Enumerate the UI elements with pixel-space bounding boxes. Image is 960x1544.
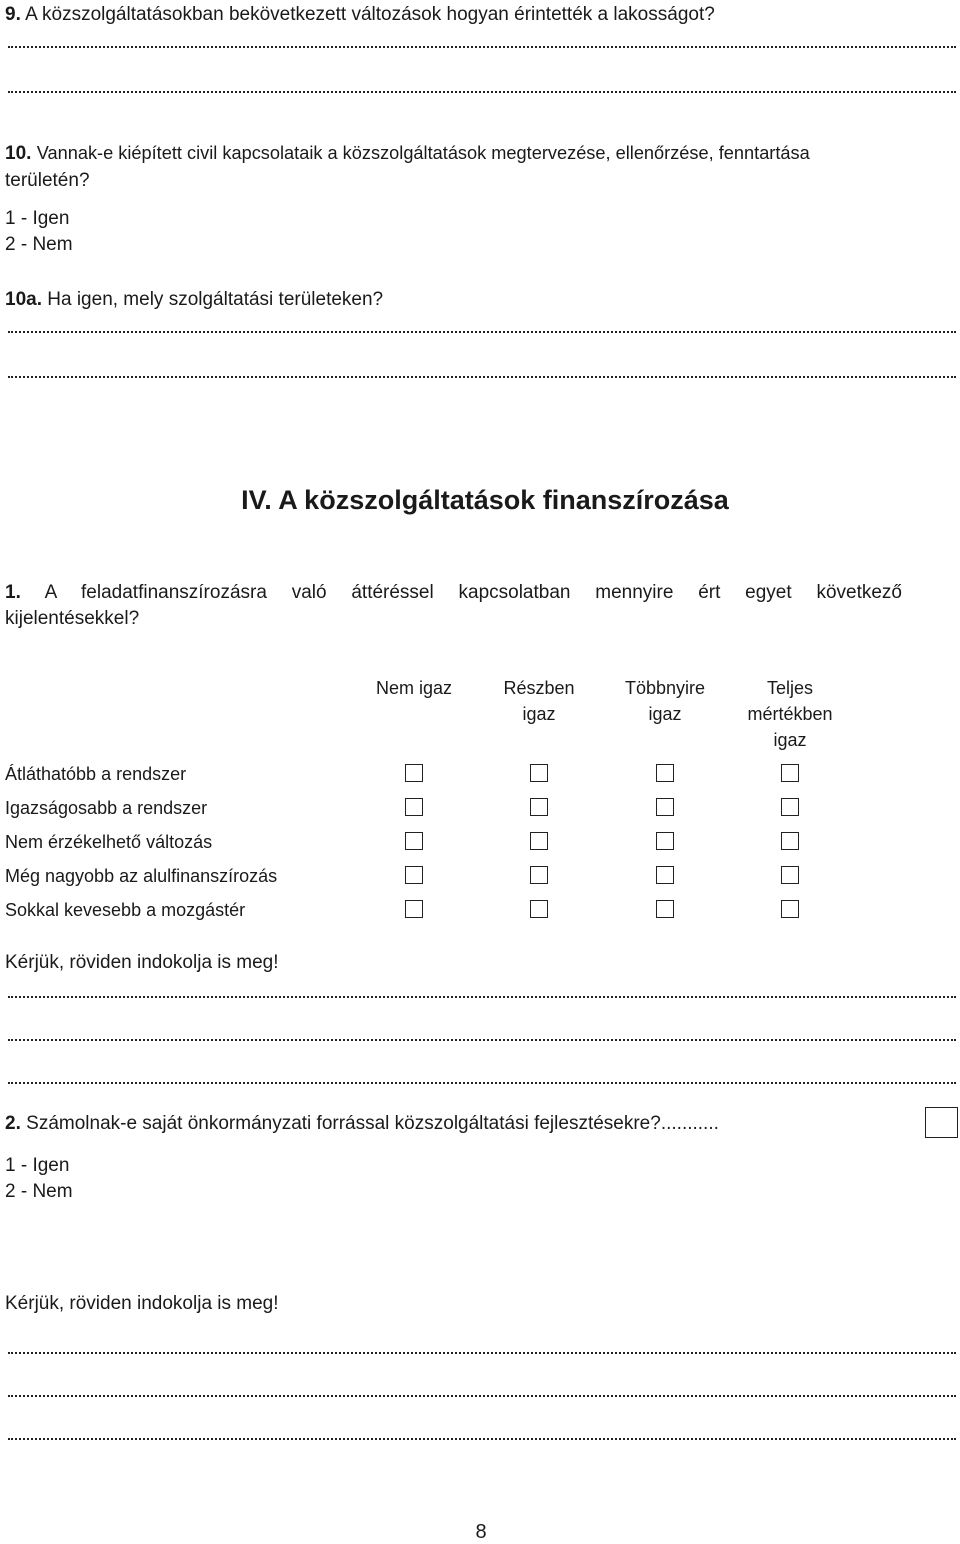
checkbox-row3-partly-true[interactable]	[530, 832, 548, 850]
question-10-text-line1: Vannak-e kiépített civil kapcsolataik a közszolgáltatások megtervezése, ellenőrzése, fenntartása	[36, 143, 810, 163]
answer-line[interactable]	[8, 325, 956, 333]
column-header-not-true	[354, 675, 474, 701]
column-header-line: Többnyire	[624, 678, 706, 698]
checkbox-row5-fully-true[interactable]	[781, 900, 799, 918]
column-header-line: Teljes	[766, 678, 814, 698]
answer-line[interactable]	[8, 370, 956, 378]
statement-row-label: Nem érzékelhető változás	[5, 832, 213, 852]
checkbox-row4-mostly-true[interactable]	[656, 866, 674, 884]
statement-row-label: Igazságosabb a rendszer	[5, 798, 208, 818]
section-question-2	[5, 1111, 719, 1137]
checkbox-row3-fully-true[interactable]	[781, 832, 799, 850]
answer-line[interactable]	[8, 1033, 956, 1041]
checkbox-row2-fully-true[interactable]	[781, 798, 799, 816]
question-10-text-line2: területén?	[5, 170, 90, 191]
answer-line[interactable]	[8, 1346, 956, 1354]
section-question-2-trailing-dots: ...........	[660, 1113, 719, 1134]
column-header-line: mértékben	[747, 704, 833, 724]
question-10-number: 10.	[5, 143, 32, 164]
section-question-2-text: Számolnak-e saját önkormányzati forrással közszolgáltatási fejlesztésekre?	[26, 1113, 661, 1134]
section-question-2-number: 2.	[5, 1113, 21, 1134]
answer-line[interactable]	[8, 40, 956, 48]
checkbox-row2-not-true[interactable]	[405, 798, 423, 816]
statement-row-label: Átláthatóbb a rendszer	[5, 764, 187, 784]
answer-code-box[interactable]	[925, 1107, 958, 1138]
section-question-1	[5, 580, 902, 606]
justify-prompt: Kérjük, röviden indokolja is meg!	[5, 952, 279, 973]
column-header-line: igaz	[773, 730, 807, 750]
justify-prompt: Kérjük, röviden indokolja is meg!	[5, 1293, 279, 1314]
question-10	[5, 140, 810, 167]
answer-line[interactable]	[8, 1076, 956, 1084]
checkbox-row5-mostly-true[interactable]	[656, 900, 674, 918]
checkbox-row4-fully-true[interactable]	[781, 866, 799, 884]
checkbox-row2-mostly-true[interactable]	[656, 798, 674, 816]
question-9-number: 9.	[5, 4, 21, 25]
column-header-mostly-true	[605, 675, 725, 727]
section-question-1-number: 1.	[5, 582, 21, 603]
section-question-1-text-line2: kijelentésekkel?	[5, 608, 140, 629]
column-header-line: Részben	[503, 678, 575, 698]
section-question-2-option-yes: 1 - Igen	[5, 1155, 70, 1176]
column-header-fully-true	[730, 675, 850, 753]
checkbox-row1-not-true[interactable]	[405, 764, 423, 782]
statement-row-label: Még nagyobb az alulfinanszírozás	[5, 866, 278, 886]
page-number: 8	[475, 1521, 487, 1543]
question-9	[5, 2, 715, 28]
section-title: IV. A közszolgáltatások finanszírozása	[241, 485, 729, 515]
checkbox-row4-partly-true[interactable]	[530, 866, 548, 884]
checkbox-row5-partly-true[interactable]	[530, 900, 548, 918]
checkbox-row1-fully-true[interactable]	[781, 764, 799, 782]
section-question-2-option-no: 2 - Nem	[5, 1181, 73, 1202]
statement-row-label: Sokkal kevesebb a mozgástér	[5, 900, 246, 920]
answer-line[interactable]	[8, 1389, 956, 1397]
question-10-option-yes: 1 - Igen	[5, 208, 70, 229]
column-header-partly-true	[479, 675, 599, 727]
checkbox-row5-not-true[interactable]	[405, 900, 423, 918]
answer-line[interactable]	[8, 1432, 956, 1440]
answer-line[interactable]	[8, 990, 956, 998]
checkbox-row1-mostly-true[interactable]	[656, 764, 674, 782]
column-header-line: igaz	[522, 704, 556, 724]
checkbox-row2-partly-true[interactable]	[530, 798, 548, 816]
checkbox-row3-not-true[interactable]	[405, 832, 423, 850]
column-header-line: igaz	[648, 704, 682, 724]
column-header-line: Nem igaz	[375, 678, 453, 698]
answer-line[interactable]	[8, 85, 956, 93]
section-question-1-text-line1: A feladatfinanszírozásra való áttéréssel kapcsolatban mennyire ért egyet következő	[44, 582, 902, 603]
checkbox-row3-mostly-true[interactable]	[656, 832, 674, 850]
question-10a-text: Ha igen, mely szolgáltatási területeken?	[47, 289, 384, 310]
question-9-text: A közszolgáltatásokban bekövetkezett változások hogyan érintették a lakosságot?	[25, 4, 715, 25]
checkbox-row1-partly-true[interactable]	[530, 764, 548, 782]
question-10-option-no: 2 - Nem	[5, 234, 73, 255]
question-10a-number: 10a.	[5, 289, 42, 310]
checkbox-row4-not-true[interactable]	[405, 866, 423, 884]
question-10a	[5, 287, 383, 313]
